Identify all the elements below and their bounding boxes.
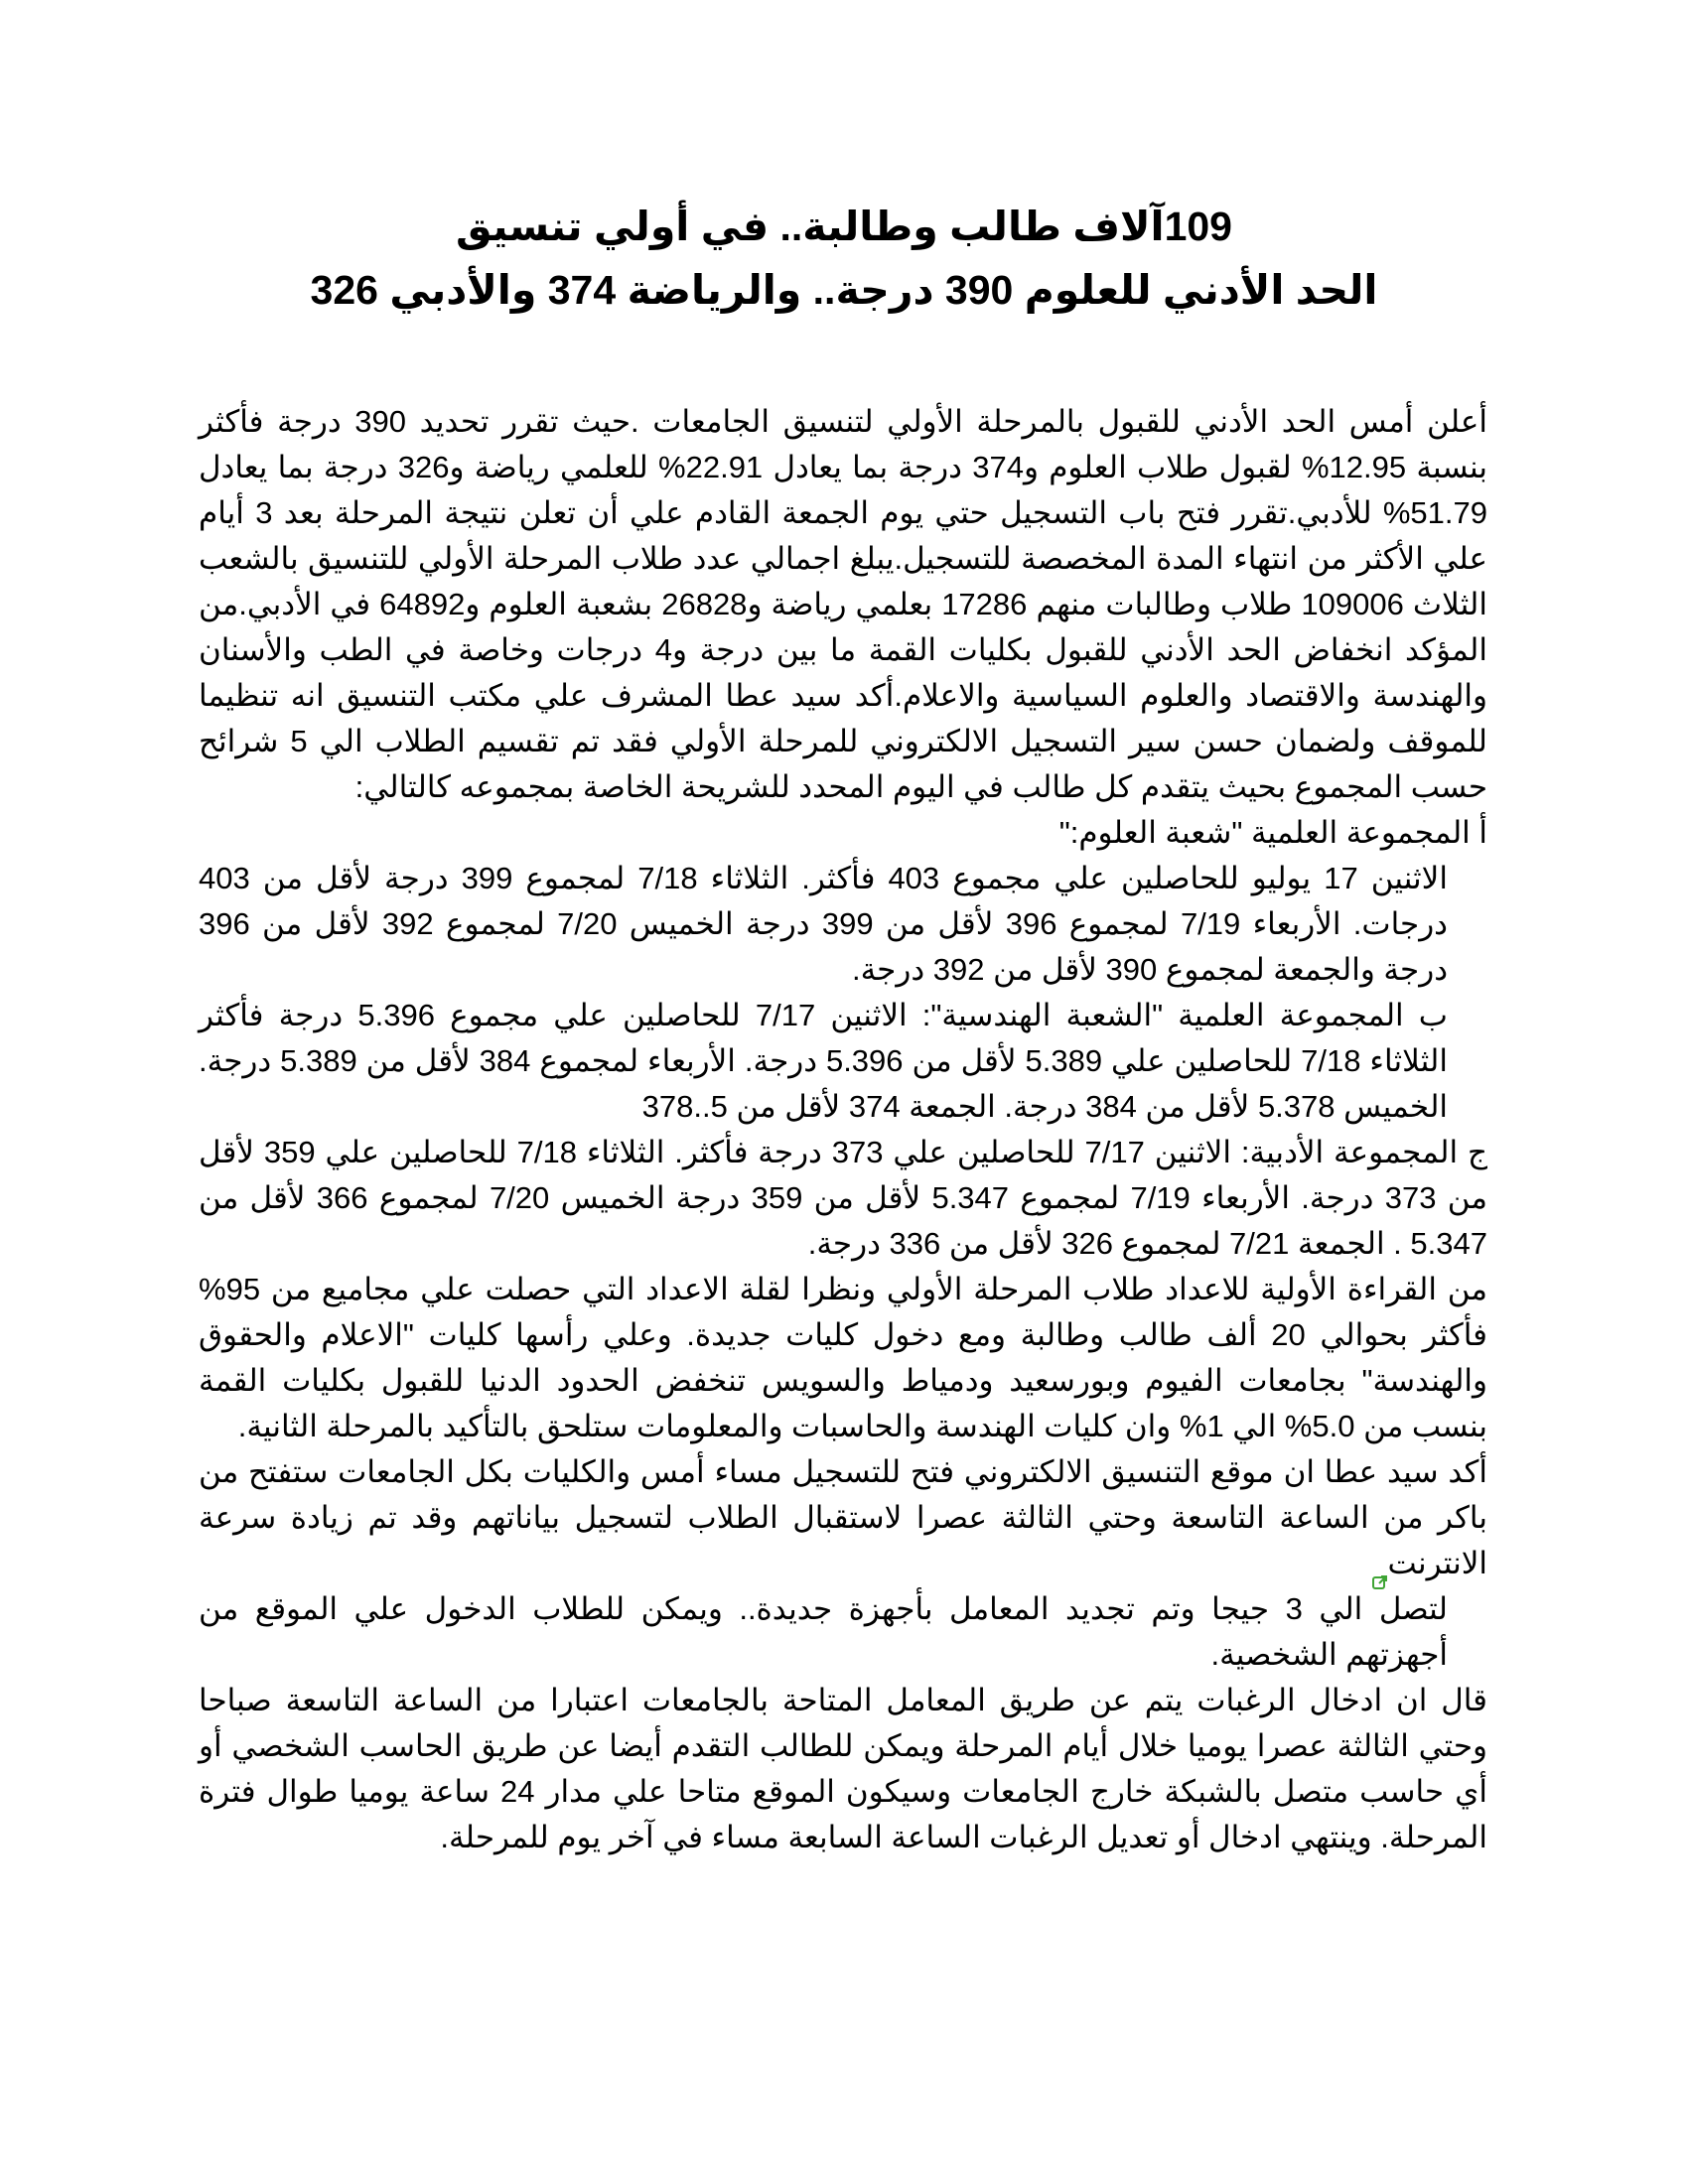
article-body bbox=[199, 399, 1487, 1860]
paragraph-science-group-schedule: الاثنين 17 يوليو للحاصلين علي مجموع 403 فأكثر. الثلاثاء 7/18 لمجموع 399 درجة لأقل من 403 درجات. الأربعاء 7/19 لمجموع 396 لأقل من 399 درجة الخميس 7/20 لمجموع 392 لأقل من 396 درجة والجمعة لمجموع 390 لأقل من 392 درجة. bbox=[199, 861, 1448, 987]
headline bbox=[199, 195, 1489, 322]
paragraph-preferences-entry: قال ان ادخال الرغبات يتم عن طريق المعامل المتاحة بالجامعات اعتبارا من الساعة التاسعة صباحا وحتي الثالثة عصرا يوميا خلال أيام المرحلة ويمكن للطالب التقدم أيضا عن طريق الحاسب الشخصي أو أي حاسب متصل بالشبكة خارج الجامعات وسيكون الموقع متاحا علي مدار 24 ساعة يوميا طوال فترة المرحلة. وينتهي ادخال أو تعديل الرغبات الساعة السابعة مساء في آخر يوم للمرحلة. bbox=[199, 1683, 1487, 1854]
headline-line-2: الحد الأدني للعلوم 390 درجة.. والرياضة 374 والأدبي 326 bbox=[310, 267, 1378, 313]
paragraph-registration-site bbox=[199, 1449, 1487, 1586]
paragraph-literary-group-schedule: ج المجموعة الأدبية: الاثنين 7/17 للحاصلين علي 373 درجة فأكثر. الثلاثاء 7/18 للحاصلين علي 359 لأقل من 373 درجة. الأربعاء 7/19 لمجموع 5.347 لأقل من 359 درجة الخميس 7/20 لمجموع 366 لأقل من 5.347 . الجمعة 7/21 لمجموع 326 لأقل من 336 درجة. bbox=[199, 1135, 1488, 1261]
paragraph-intro: أعلن أمس الحد الأدني للقبول بالمرحلة الأولي لتنسيق الجامعات .حيث تقرر تحديد 390 درجة فأكثر بنسبة 12.95% لقبول طلاب العلوم و374 درجة بما يعادل 22.91% للعلمي رياضة و326 درجة بما يعادل 51.79% للأدبي.تقرر فتح باب التسجيل حتي يوم الجمعة القادم علي أن تعلن نتيجة المرحلة بعد 3 أيام علي الأكثر من انتهاء المدة المخصصة للتسجيل.يبلغ اجمالي عدد طلاب المرحلة الأولي للتنسيق بالشعب الثلاث 109006 طلاب وطالبات منهم 17286 بعلمي رياضة و26828 بشعبة العلوم و64892 في الأدبي.من المؤكد انخفاض الحد الأدني للقبول بكليات القمة ما بين درجة و4 درجات وخاصة في الطب والأسنان والهندسة والاقتصاد والعلوم السياسية والاعلام.أكد سيد عطا المشرف علي مكتب التنسيق انه تنظيما للموقف ولضمان حسن سير التسجيل الالكتروني للمرحلة الأولي فقد تم تقسيم الطلاب الي 5 شرائح حسب المجموع بحيث يتقدم كل طالب في اليوم المحدد للشريحة الخاصة بمجموعه كالتالي: bbox=[199, 404, 1488, 804]
headline-line-1: 109آلاف طالب وطالبة.. في أولي تنسيق bbox=[456, 204, 1232, 249]
paragraph-engineering-group-schedule: ب المجموعة العلمية "الشعبة الهندسية": الاثنين 7/17 للحاصلين علي مجموع 5.396 درجة فأكثر الثلاثاء 7/18 للحاصلين علي 5.389 لأقل من 5.396 درجة. الأربعاء لمجموع 384 لأقل من 5.389 درجة. الخميس 5.378 لأقل من 384 درجة. الجمعة 374 لأقل من 5..378 bbox=[199, 998, 1448, 1124]
paragraph-registration-site-text: أكد سيد عطا ان موقع التنسيق الالكتروني فتح للتسجيل مساء أمس والكليات بكل الجامعات ستفتح من باكر من الساعة التاسعة وحتي الثالثة عصرا لاستقبال الطلاب لتسجيل بياناتهم وقد تم زيادة سرعة الانترنت bbox=[199, 1454, 1487, 1580]
paragraph-science-group-heading: أ المجموعة العلمية "شعبة العلوم:" bbox=[1058, 815, 1487, 850]
external-link-icon[interactable] bbox=[1372, 1558, 1388, 1573]
paragraph-internet-speed: لتصل الي 3 جيجا وتم تجديد المعامل بأجهزة جديدة.. ويمكن للطلاب الدخول علي الموقع من أجهزتهم الشخصية. bbox=[199, 1591, 1448, 1672]
paragraph-initial-reading: من القراءة الأولية للاعداد طلاب المرحلة الأولي ونظرا لقلة الاعداد التي حصلت علي مجاميع من 95% فأكثر بحوالي 20 ألف طالب وطالبة ومع دخول كليات جديدة. وعلي رأسها كليات "الاعلام والحقوق والهندسة" بجامعات الفيوم وبورسعيد ودمياط والسويس تنخفض الحدود الدنيا للقبول بكليات القمة بنسب من 5.0% الي 1% وان كليات الهندسة والحاسبات والمعلومات ستلحق بالتأكيد بالمرحلة الثانية. bbox=[199, 1272, 1487, 1443]
